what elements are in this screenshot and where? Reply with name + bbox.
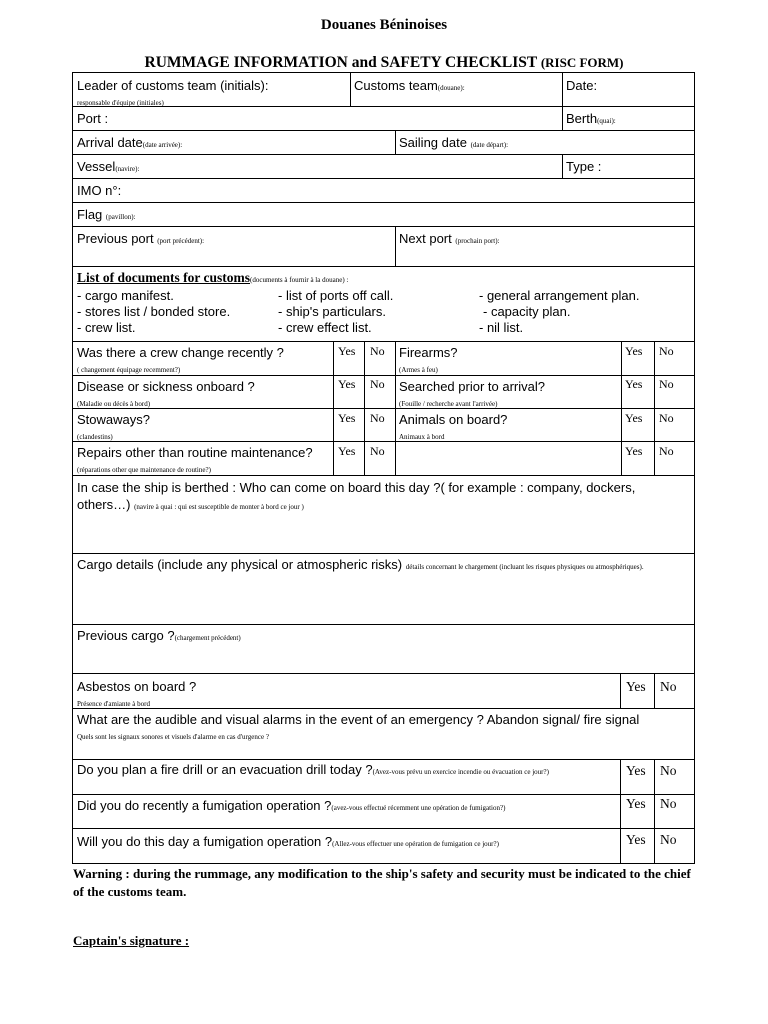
form-title: [0, 54, 768, 72]
berth-field[interactable]: [566, 111, 616, 126]
sailing-date-field[interactable]: [399, 135, 508, 150]
fumigation-recent-label: Did you do recently a fumigation operation ?: [77, 798, 332, 813]
yes-option[interactable]: Yes: [625, 377, 643, 391]
doc-item: - crew list.: [77, 320, 136, 335]
vessel-field[interactable]: [77, 159, 139, 174]
doc-item: - nil list.: [479, 320, 524, 335]
no-option[interactable]: No: [370, 377, 385, 391]
no-option[interactable]: No: [660, 763, 677, 778]
fire-drill-sub: (Avez-vous prévu un exercice incendie ou évacuation ce jour?): [372, 768, 549, 776]
no-option[interactable]: No: [660, 796, 677, 811]
searched-label: Searched prior to arrival?: [399, 379, 545, 394]
yes-option[interactable]: Yes: [626, 763, 646, 778]
fumigation-recent-sub: (avez-vous effectué récemment une opération de fumigation?): [331, 804, 506, 812]
question-searched: [399, 379, 545, 409]
arrival-label: Arrival date: [77, 135, 143, 150]
no-option[interactable]: No: [659, 344, 674, 358]
documents-heading: [77, 270, 348, 285]
yes-option[interactable]: Yes: [626, 832, 646, 847]
yes-option[interactable]: Yes: [625, 411, 643, 425]
fumigation-today-sub: (Allez-vous effectuer une opération de fumigation ce jour?): [332, 840, 499, 848]
no-option[interactable]: No: [659, 411, 674, 425]
animals-sub: Animaux à bord: [399, 433, 445, 441]
no-option[interactable]: No: [370, 444, 385, 458]
fumigation-today-label: Will you do this day a fumigation operation ?: [77, 834, 333, 849]
repairs-label: Repairs other than routine maintenance?: [77, 445, 313, 460]
question-berthed[interactable]: [77, 479, 689, 513]
crew-change-sub: ( changement équipage recemment?): [77, 366, 181, 374]
yes-option[interactable]: Yes: [626, 679, 646, 694]
repairs-sub: (réparations other que maintenance de routine?): [77, 466, 211, 474]
port-label: Port :: [77, 111, 109, 126]
animals-label: Animals on board?: [399, 412, 508, 427]
question-animals: [399, 412, 507, 442]
next-port-label: Next port: [399, 231, 452, 246]
question-stowaways: [77, 412, 150, 442]
doc-item: - ship's particulars.: [278, 304, 386, 319]
yes-option[interactable]: Yes: [625, 444, 643, 458]
flag-sub: (pavillon):: [105, 213, 136, 221]
berth-label: Berth: [566, 111, 598, 126]
checklist-form: [72, 72, 695, 864]
vessel-label: Vessel: [77, 159, 116, 174]
type-field[interactable]: [566, 159, 601, 174]
prev-port-sub: (port précédent):: [157, 237, 205, 245]
form-title-text: RUMMAGE INFORMATION and SAFETY CHECKLIST: [144, 54, 537, 71]
yes-option[interactable]: Yes: [625, 344, 643, 358]
question-fire-drill: [77, 764, 617, 777]
agency-title: Douanes Béninoises: [320, 17, 448, 33]
port-field[interactable]: [77, 111, 108, 126]
sailing-sub: (date départ):: [470, 141, 509, 149]
arrival-date-field[interactable]: [77, 135, 182, 150]
firearms-sub: (Armes à feu): [399, 366, 438, 374]
question-cargo[interactable]: [77, 558, 689, 572]
no-option[interactable]: No: [370, 411, 385, 425]
alarms-label: What are the audible and visual alarms in the event of an emergency ? Abandon signal/ fire signal: [77, 712, 640, 727]
fire-drill-label: Do you plan a fire drill or an evacuation drill today ?: [77, 762, 373, 777]
customs-team-field[interactable]: [354, 78, 465, 93]
doc-item: - list of ports off call.: [278, 288, 394, 303]
question-crew-change: [77, 345, 284, 375]
next-port-sub: (prochain port):: [455, 237, 500, 245]
crew-change-label: Was there a crew change recently ?: [77, 345, 284, 360]
flag-field[interactable]: [77, 207, 135, 222]
searched-sub: (Fouille / recherche avant l'arrivée): [399, 400, 498, 408]
stowaways-label: Stowaways?: [77, 412, 150, 427]
sailing-label: Sailing date: [399, 135, 467, 150]
cargo-label: Cargo details (include any physical or atmospheric risks): [77, 557, 403, 572]
berthed-sub: (navire à quai : qui est susceptible de monter à bord ce jour ): [134, 503, 304, 511]
no-option[interactable]: No: [659, 444, 674, 458]
leader-field[interactable]: [77, 78, 268, 108]
captain-signature-label[interactable]: Captain's signature :: [73, 933, 190, 948]
disease-label: Disease or sickness onboard ?: [77, 379, 255, 394]
cargo-sub: détails concernant le chargement (incluant les risques physiques ou atmosphériques).: [405, 563, 644, 571]
documents-sub: (documents à fournir à la douane) :: [250, 276, 349, 284]
leader-label: Leader of customs team (initials):: [77, 78, 269, 93]
flag-label: Flag: [77, 207, 103, 222]
no-option[interactable]: No: [660, 832, 677, 847]
doc-item: - cargo manifest.: [77, 288, 174, 303]
doc-item: - crew effect list.: [278, 320, 372, 335]
documents-title: List of documents for customs: [77, 270, 250, 285]
alarms-sub: Quels sont les signaux sonores et visuels d'alarme en cas d'urgence ?: [77, 733, 269, 741]
yes-option[interactable]: Yes: [338, 344, 356, 358]
type-label: Type :: [566, 159, 602, 174]
no-option[interactable]: No: [659, 377, 674, 391]
disease-sub: (Maladie ou décès à bord): [77, 400, 151, 408]
imo-label: IMO n°:: [77, 183, 122, 198]
doc-item: - capacity plan.: [483, 304, 571, 319]
question-fumigation-today: [77, 834, 499, 849]
next-port-field[interactable]: [399, 231, 500, 246]
stowaways-sub: (clandestins): [77, 433, 113, 441]
yes-option[interactable]: Yes: [338, 377, 356, 391]
asbestos-label: Asbestos on board ?: [77, 679, 197, 694]
doc-item: - general arrangement plan.: [479, 288, 640, 303]
prev-port-label: Previous port: [77, 231, 154, 246]
no-option[interactable]: No: [660, 679, 677, 694]
vessel-sub: (navire):: [115, 165, 140, 173]
yes-option[interactable]: Yes: [626, 796, 646, 811]
berth-sub: (quai):: [597, 117, 616, 125]
leader-sub: responsable d'équipe (initiales): [77, 99, 164, 107]
prev-cargo-sub: (chargement précédent): [174, 634, 241, 642]
yes-option[interactable]: Yes: [338, 444, 356, 458]
imo-field[interactable]: [77, 183, 121, 198]
arrival-sub: (date arrivée):: [142, 141, 183, 149]
question-disease: [77, 379, 255, 409]
question-repairs: [77, 445, 313, 475]
firearms-label: Firearms?: [399, 345, 458, 360]
berthed-label: In case the ship is berthed : Who can come on board this day ?( for example : company, dockers, others…): [77, 480, 636, 512]
customs-team-sub: (douane):: [437, 84, 465, 92]
date-field[interactable]: [566, 78, 597, 93]
form-code: (RISC FORM): [540, 55, 624, 70]
date-label: Date:: [566, 78, 598, 93]
asbestos-sub: Présence d'amiante à bord: [77, 700, 150, 708]
question-previous-cargo[interactable]: [77, 628, 241, 643]
previous-port-field[interactable]: [77, 231, 204, 246]
yes-option[interactable]: Yes: [338, 411, 356, 425]
question-asbestos: [77, 679, 196, 709]
warning-text: Warning : during the rummage, any modification to the ship's safety and security must be indicated to the chief of the customs team.: [73, 866, 691, 899]
question-fumigation-recent: [77, 798, 505, 813]
customs-team-label: Customs team: [354, 78, 438, 93]
question-alarms[interactable]: [77, 712, 639, 742]
doc-item: - stores list / bonded store.: [77, 304, 231, 319]
no-option[interactable]: No: [370, 344, 385, 358]
prev-cargo-label: Previous cargo ?: [77, 628, 175, 643]
question-firearms: [399, 345, 458, 375]
